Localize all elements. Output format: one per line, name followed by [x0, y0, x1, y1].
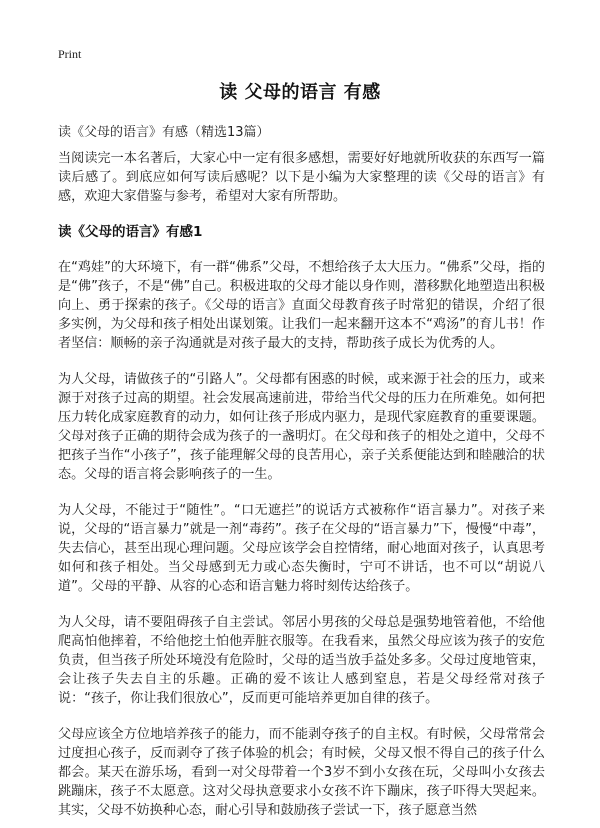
intro-paragraph: 当阅读完一本名著后，大家心中一定有很多感想，需要好好地就所收获的东西写一篇读后感了。到底应如何写读后感呢？以下是小编为大家整理的读《父母的语言》有感，欢迎大家借鉴与参考，希望对大家有所帮助。 [58, 151, 545, 204]
print-label[interactable]: Print [58, 47, 82, 61]
body-paragraph: 父母应该全方位地培养孩子的能力，而不能剥夺孩子的自主权。有时候，父母常常会过度担心孩子，反而剥夺了孩子体验的机会；有时候，父母又恨不得自己的孩子什么都会。某天在游乐场，看到一对父母带着一个3岁不到小女孩在玩，父母叫小女孩去跳蹦床，孩子不太愿意。这对父母执意要求小女孩不许下蹦床，孩子吓得大哭起来。其实，父母不妨换种心态，耐心引导和鼓励孩子尝试一下，孩子愿意当然 [58, 727, 545, 818]
body-paragraph: 为人父母，不能过于“随性”。“口无遮拦”的说话方式被称作“语言暴力”。对孩子来说，父母的“语言暴力”就是一剂“毒药”。孩子在父母的“语言暴力”下，慢慢“中毒”，失去信心，甚至出现心理问题。父母应该学会自控情绪，耐心地面对孩子，认真思考如何和孩子相处。当父母感到无力或心态失衡时，宁可不讲话，也不可以“胡说八道”。父母的平静、从容的心态和语言魅力将时刻传达给孩子。 [58, 503, 545, 594]
section-heading: 读《父母的语言》有感1 [58, 224, 203, 240]
page-subtitle: 读《父母的语言》有感（精选13篇） [58, 125, 270, 140]
body-paragraph: 为人父母，请不要阻碍孩子自主尝试。邻居小男孩的父母总是强势地管着他，不给他爬高怕他摔着，不给他挖土怕他弄脏衣服等。在我看来，虽然父母应该为孩子的安危负责，但当孩子所处环境没有危险时，父母的适当放手益处多多。父母过度地管束，会让孩子失去自主的乐趣。正确的爱不该让人感到窒息，若是父母经常对孩子说：“孩子，你让我们很放心”，反而更可能培养更加自律的孩子。 [58, 615, 545, 706]
body-paragraph: 在“鸡娃”的大环境下，有一群“佛系”父母，不想给孩子太大压力。“佛系”父母，指的是“佛”孩子，不是“佛”自己。积极进取的父母才能以身作则，潜移默化地塑造出积极向上、勇于探索的孩子。《父母的语言》直面父母教育孩子时常犯的错误，介绍了很多实例，为父母和孩子相处出谋划策。让我们一起来翻开这本不“鸡汤”的育儿书！作者坚信：顺畅的亲子沟通就是对孩子最大的支持，帮助孩子成长为优秀的人。 [58, 260, 545, 351]
body-paragraph: 为人父母，请做孩子的“引路人”。父母都有困惑的时候，或来源于社会的压力，或来源于对孩子过高的期望。社会发展高速前进，带给当代父母的压力在所难免。如何把压力转化成家庭教育的动力，如何让孩子形成内驱力，是现代家庭教育的重要课题。父母对孩子正确的期待会成为孩子的一盏明灯。在父母和孩子的相处之道中，父母不把孩子当作“小孩子”，孩子能理解父母的良苦用心，亲子关系便能达到和睦融洽的状态。父母的语言将会影响孩子的一生。 [58, 372, 545, 482]
page-title: 读 父母的语言 有感 [219, 82, 381, 103]
article-body [58, 149, 545, 828]
